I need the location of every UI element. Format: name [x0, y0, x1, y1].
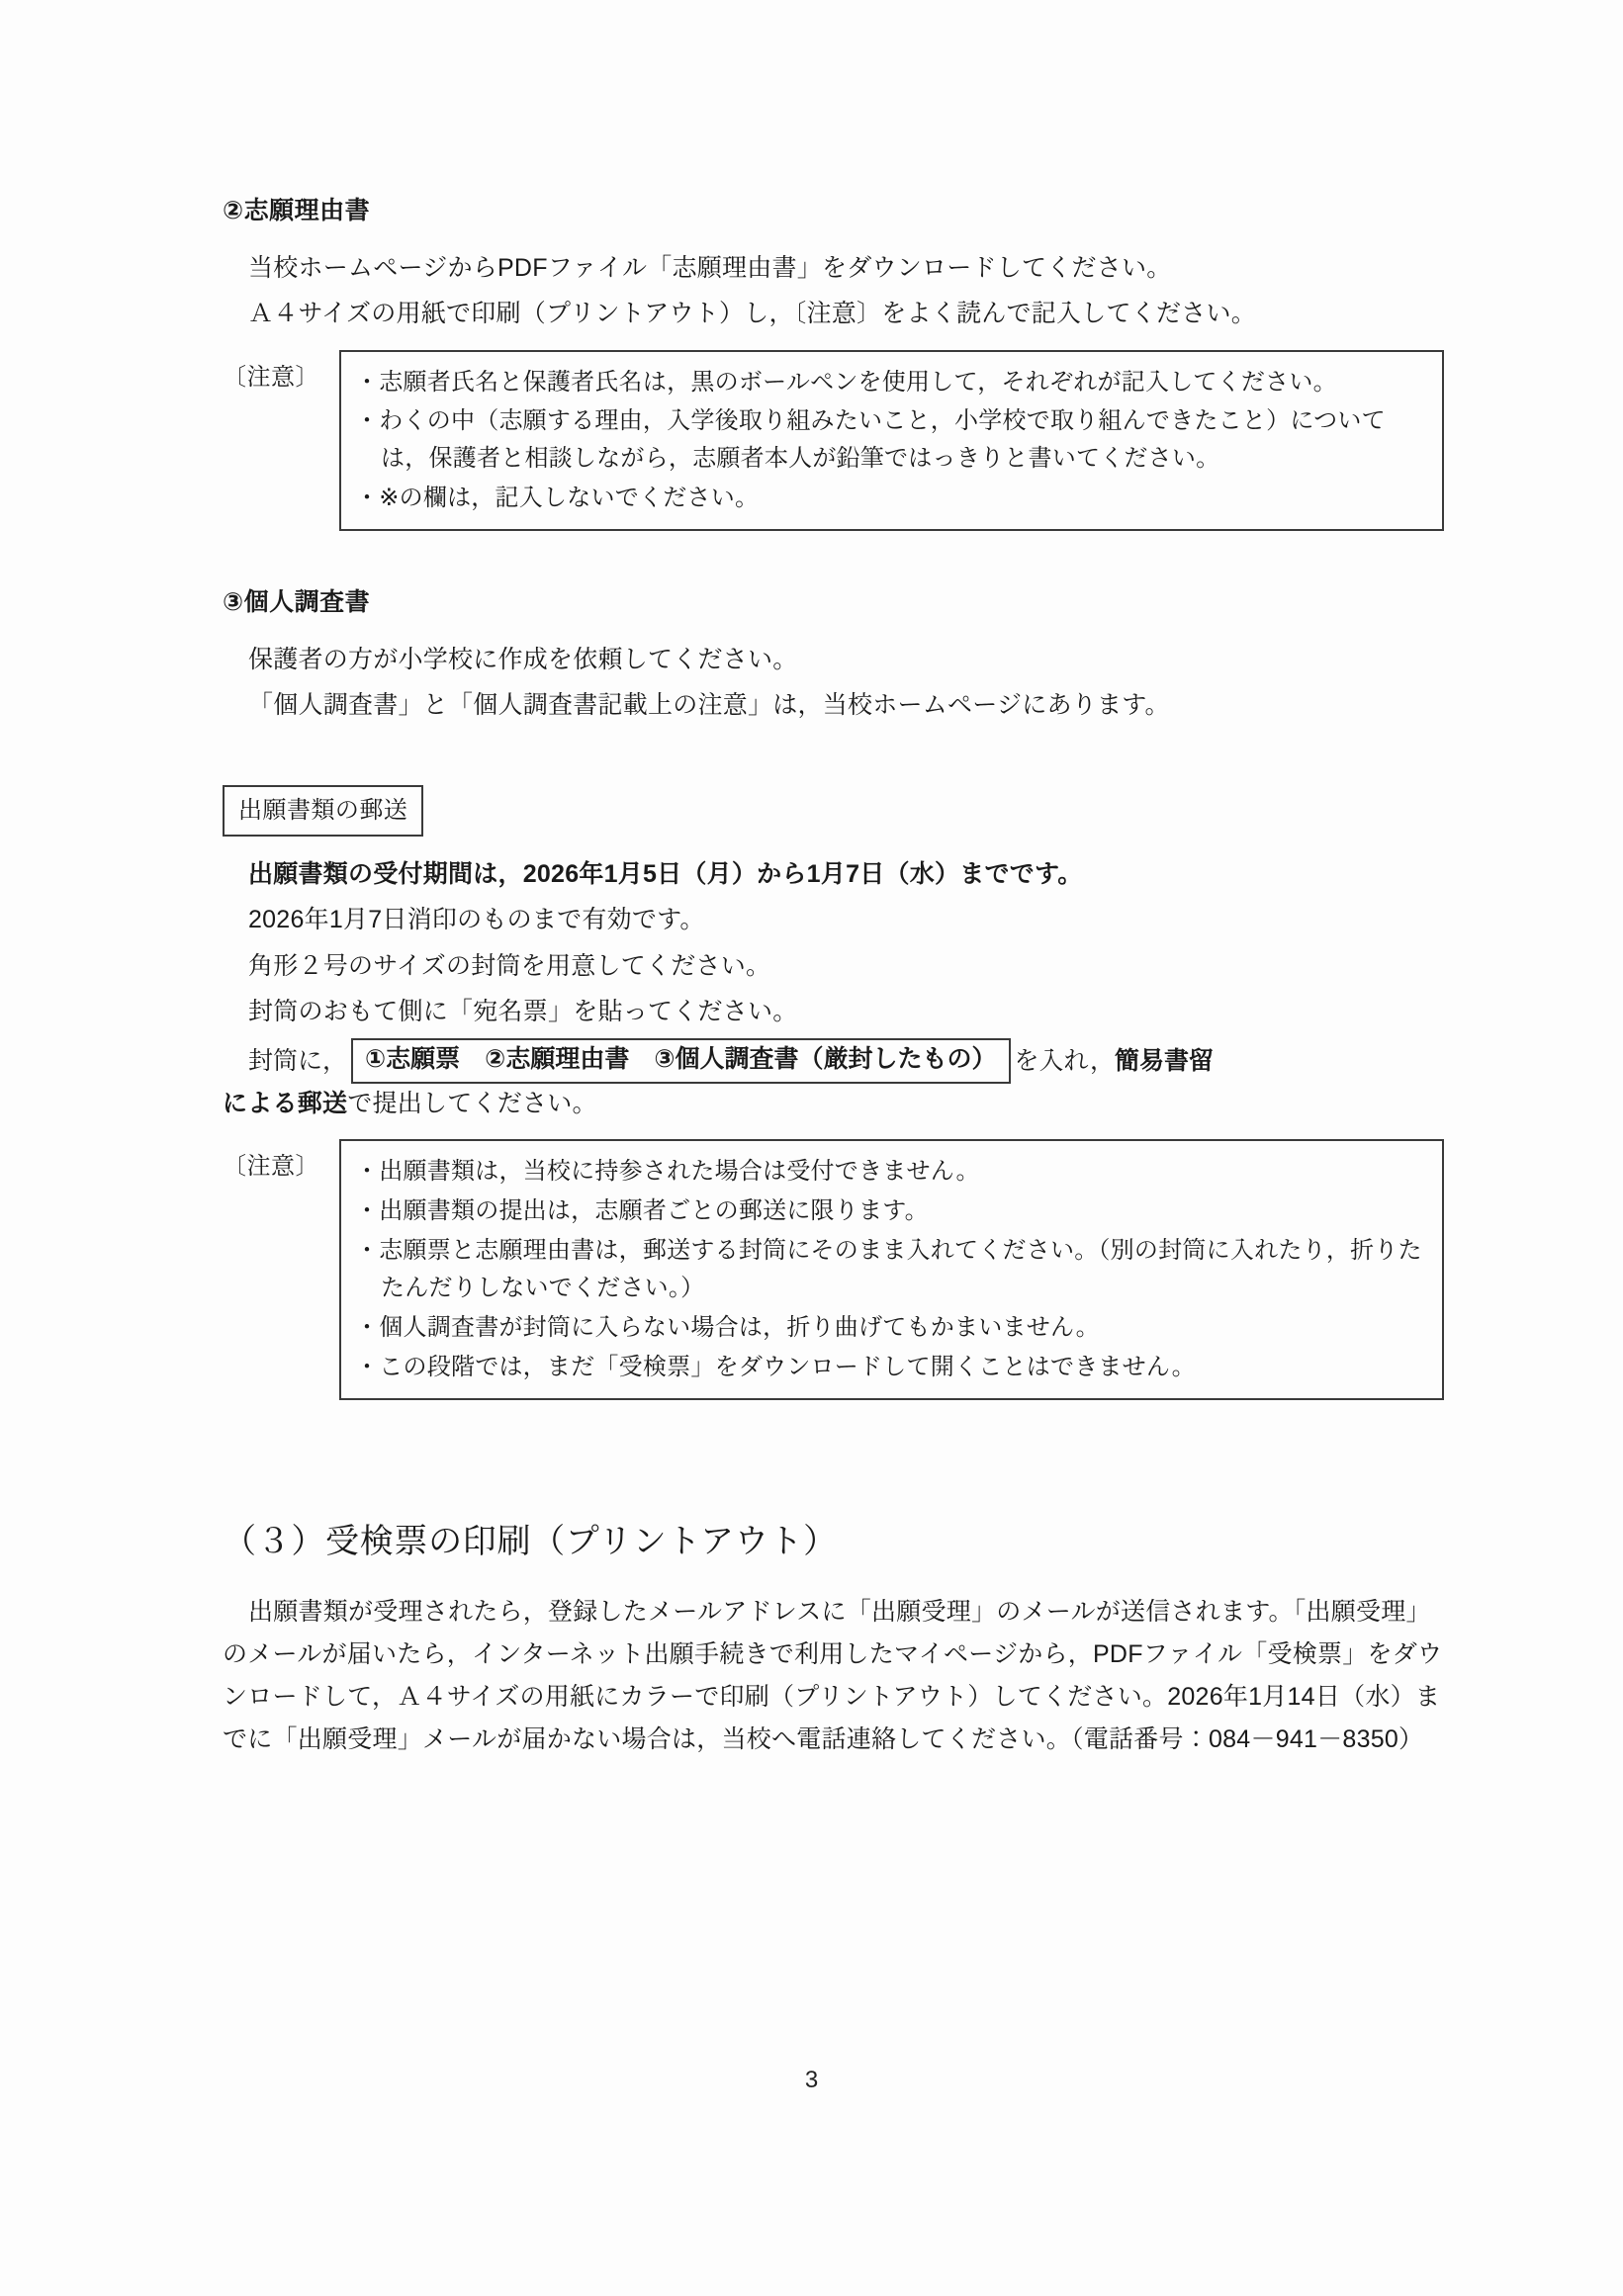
section-mailing-note-label: 〔注意〕 [223, 1153, 319, 1181]
section-reason [223, 193, 1444, 531]
mailing-envelope-line [223, 1038, 1444, 1084]
spacer [223, 732, 1444, 785]
section-ticket-body: 出願書類が受理されたら，登録したメールアドレスに「出願受理」のメールが送信されます。「出願受理」のメールが届いたら，インターネット出願手続きで利用したマイページから，PDFファイル「受検票」をダウンロードして，Ａ４サイズの用紙にカラーで印刷（プリントアウト）してください。2026年1月14日（水）までに「出願受理」メールが届かない場合は，当校へ電話連絡してください。（電話番号：084－941－8350） [223, 1598, 1443, 1754]
section-survey-heading: ③個人調査書 [223, 588, 371, 617]
spacer [223, 531, 1444, 584]
mailing-lead: 出願書類の受付期間は，2026年1月5日（月）から1月7日（水）までです。 [248, 859, 1083, 888]
section-mailing-note [223, 1139, 1444, 1399]
spacer [223, 1400, 1444, 1519]
envelope-line-bold-2: による郵送 [223, 1089, 348, 1117]
mailing-paragraph-1: 2026年1月7日消印のものまで有効です。 [248, 906, 705, 934]
note-item: ・※の欄は，記入しないでください。 [355, 485, 760, 512]
mailing-paragraph-3: 封筒のおもて側に「宛名票」を貼ってください。 [248, 998, 798, 1026]
spacer [223, 837, 1444, 854]
section-reason-note-label: 〔注意〕 [223, 363, 319, 391]
note-item: ・個人調査書が封筒に入らない場合は，折り曲げてもかまいません。 [355, 1313, 1100, 1341]
envelope-contents-box: ①志願票 ②志願理由書 ③個人調査書（厳封したもの） [351, 1038, 1011, 1084]
mailing-envelope-line-2 [223, 1084, 1444, 1124]
note-item: ・この段階では，まだ「受検票」をダウンロードして開くことはできません。 [355, 1353, 1196, 1380]
envelope-line-middle: を入れ， [1014, 1046, 1116, 1075]
section-mailing [223, 785, 1444, 1400]
note-item: ・出願書類の提出は，志願者ごとの郵送に限ります。 [355, 1196, 929, 1224]
section-survey-paragraph-2: 「個人調査書」と「個人調査書記載上の注意」は，当校ホームページにあります。 [248, 691, 1170, 720]
section-reason-note [223, 350, 1444, 532]
envelope-line-bold-1: 簡易書留 [1115, 1046, 1215, 1075]
document-content [223, 193, 1444, 1761]
envelope-line-suffix: で提出してください。 [347, 1089, 597, 1117]
envelope-line-prefix: 封筒に， [248, 1046, 348, 1075]
mailing-boxed-title: 出願書類の郵送 [223, 785, 423, 837]
section-survey-paragraph-1: 保護者の方が小学校に作成を依頼してください。 [248, 645, 798, 673]
note-item: ・志願票と志願理由書は，郵送する封筒にそのまま入れてください。（別の封筒に入れたり，折りたたんだりしないでください。） [355, 1236, 1422, 1301]
mailing-paragraph-2: 角形２号のサイズの封筒を用意してください。 [248, 951, 771, 980]
page-number: 3 [804, 2067, 819, 2093]
section-ticket-heading: （３）受検票の印刷（プリントアウト） [223, 1522, 838, 1560]
section-ticket [223, 1519, 1444, 1762]
section-reason-paragraph-1: 当校ホームページからPDFファイル「志願理由書」をダウンロードしてください。 [248, 253, 1172, 282]
section-reason-paragraph-2: Ａ４サイズの用紙で印刷（プリントアウト）し，〔注意〕をよく読んで記入してください。 [248, 300, 1257, 327]
section-mailing-note-box [339, 1139, 1444, 1399]
note-item: ・わくの中（志願する理由，入学後取り組みたいこと，小学校で取り組んできたこと）については，保護者と相談しながら，志願者本人が鉛筆ではっきりと書いてください。 [355, 407, 1386, 473]
note-item: ・出願書類は，当校に持参された場合は受付できません。 [355, 1158, 980, 1186]
section-reason-heading: ②志願理由書 [223, 197, 371, 224]
section-reason-note-box [339, 350, 1444, 532]
section-survey [223, 584, 1444, 726]
note-item: ・志願者氏名と保護者氏名は，黒のボールペンを使用して，それぞれが記入してください。 [355, 368, 1337, 396]
